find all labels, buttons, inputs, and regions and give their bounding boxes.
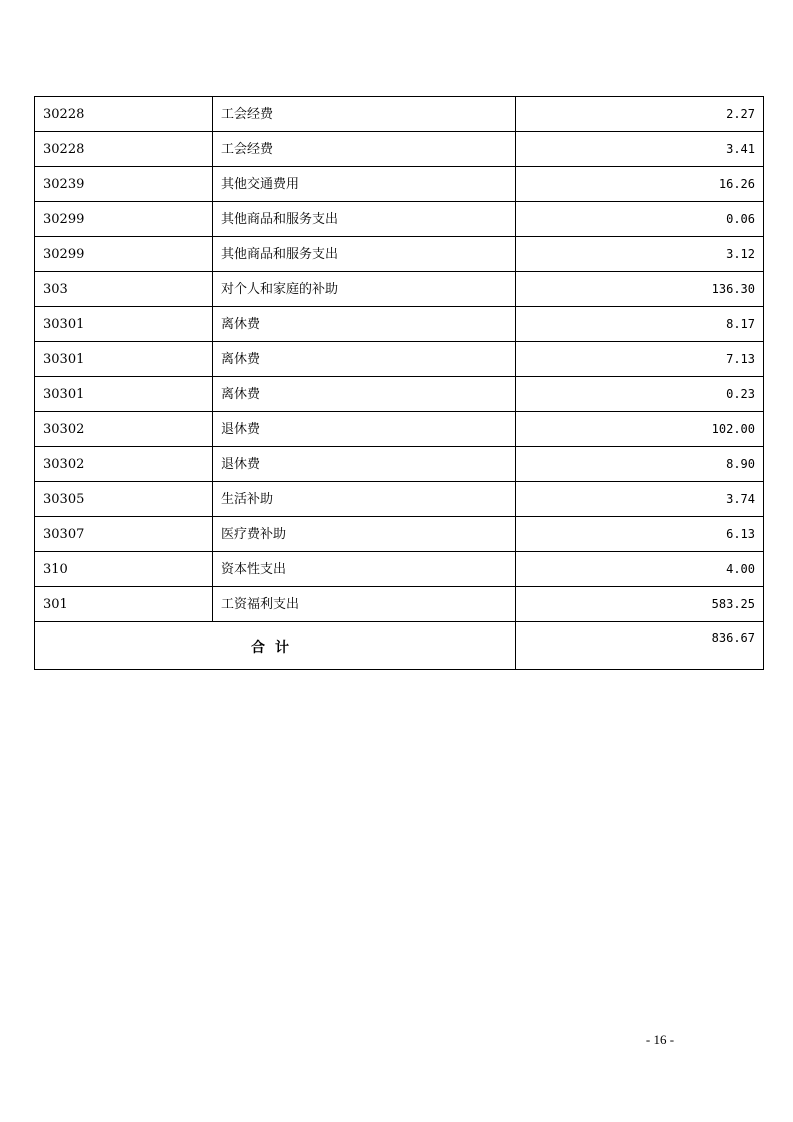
cell-code: 310	[35, 552, 213, 587]
cell-code: 30301	[35, 307, 213, 342]
cell-name: 离休费	[213, 342, 516, 377]
table-row	[35, 447, 764, 482]
cell-name: 工资福利支出	[213, 587, 516, 622]
table-row	[35, 97, 764, 132]
cell-code: 301	[35, 587, 213, 622]
cell-code: 30228	[35, 97, 213, 132]
cell-amount: 0.06	[516, 202, 764, 237]
table-row	[35, 307, 764, 342]
table-body	[35, 97, 764, 670]
cell-name: 离休费	[213, 307, 516, 342]
cell-amount: 0.23	[516, 377, 764, 412]
cell-amount: 4.00	[516, 552, 764, 587]
cell-name: 对个人和家庭的补助	[213, 272, 516, 307]
cell-code: 30299	[35, 202, 213, 237]
cell-name: 医疗费补助	[213, 517, 516, 552]
cell-name: 退休费	[213, 447, 516, 482]
table-row	[35, 132, 764, 167]
cell-amount: 3.12	[516, 237, 764, 272]
cell-code: 30307	[35, 517, 213, 552]
table-row	[35, 552, 764, 587]
cell-name: 其他商品和服务支出	[213, 202, 516, 237]
cell-code: 303	[35, 272, 213, 307]
cell-name: 生活补助	[213, 482, 516, 517]
cell-amount: 3.74	[516, 482, 764, 517]
table-row	[35, 202, 764, 237]
cell-name: 退休费	[213, 412, 516, 447]
table-row	[35, 482, 764, 517]
cell-amount: 583.25	[516, 587, 764, 622]
cell-code: 30301	[35, 342, 213, 377]
page-number: - 16 -	[645, 1032, 675, 1047]
table-row	[35, 272, 764, 307]
cell-code: 30228	[35, 132, 213, 167]
total-row	[35, 622, 764, 670]
cell-code: 30299	[35, 237, 213, 272]
table-row	[35, 517, 764, 552]
cell-name: 工会经费	[213, 132, 516, 167]
cell-code: 30301	[35, 377, 213, 412]
cell-code: 30302	[35, 412, 213, 447]
table-row	[35, 167, 764, 202]
cell-amount: 8.17	[516, 307, 764, 342]
cell-name: 离休费	[213, 377, 516, 412]
cell-name: 其他商品和服务支出	[213, 237, 516, 272]
cell-amount: 3.41	[516, 132, 764, 167]
total-amount: 836.67	[516, 622, 764, 670]
table-row	[35, 237, 764, 272]
cell-amount: 7.13	[516, 342, 764, 377]
cell-amount: 102.00	[516, 412, 764, 447]
cell-amount: 2.27	[516, 97, 764, 132]
cell-name: 其他交通费用	[213, 167, 516, 202]
total-label: 合计	[35, 622, 516, 670]
cell-name: 工会经费	[213, 97, 516, 132]
cell-amount: 6.13	[516, 517, 764, 552]
cell-code: 30239	[35, 167, 213, 202]
table-row	[35, 342, 764, 377]
cell-amount: 8.90	[516, 447, 764, 482]
cell-code: 30305	[35, 482, 213, 517]
table-row	[35, 412, 764, 447]
cell-code: 30302	[35, 447, 213, 482]
cell-amount: 16.26	[516, 167, 764, 202]
table-row	[35, 377, 764, 412]
cell-amount: 136.30	[516, 272, 764, 307]
expenditure-table	[34, 96, 764, 670]
cell-name: 资本性支出	[213, 552, 516, 587]
table-row	[35, 587, 764, 622]
